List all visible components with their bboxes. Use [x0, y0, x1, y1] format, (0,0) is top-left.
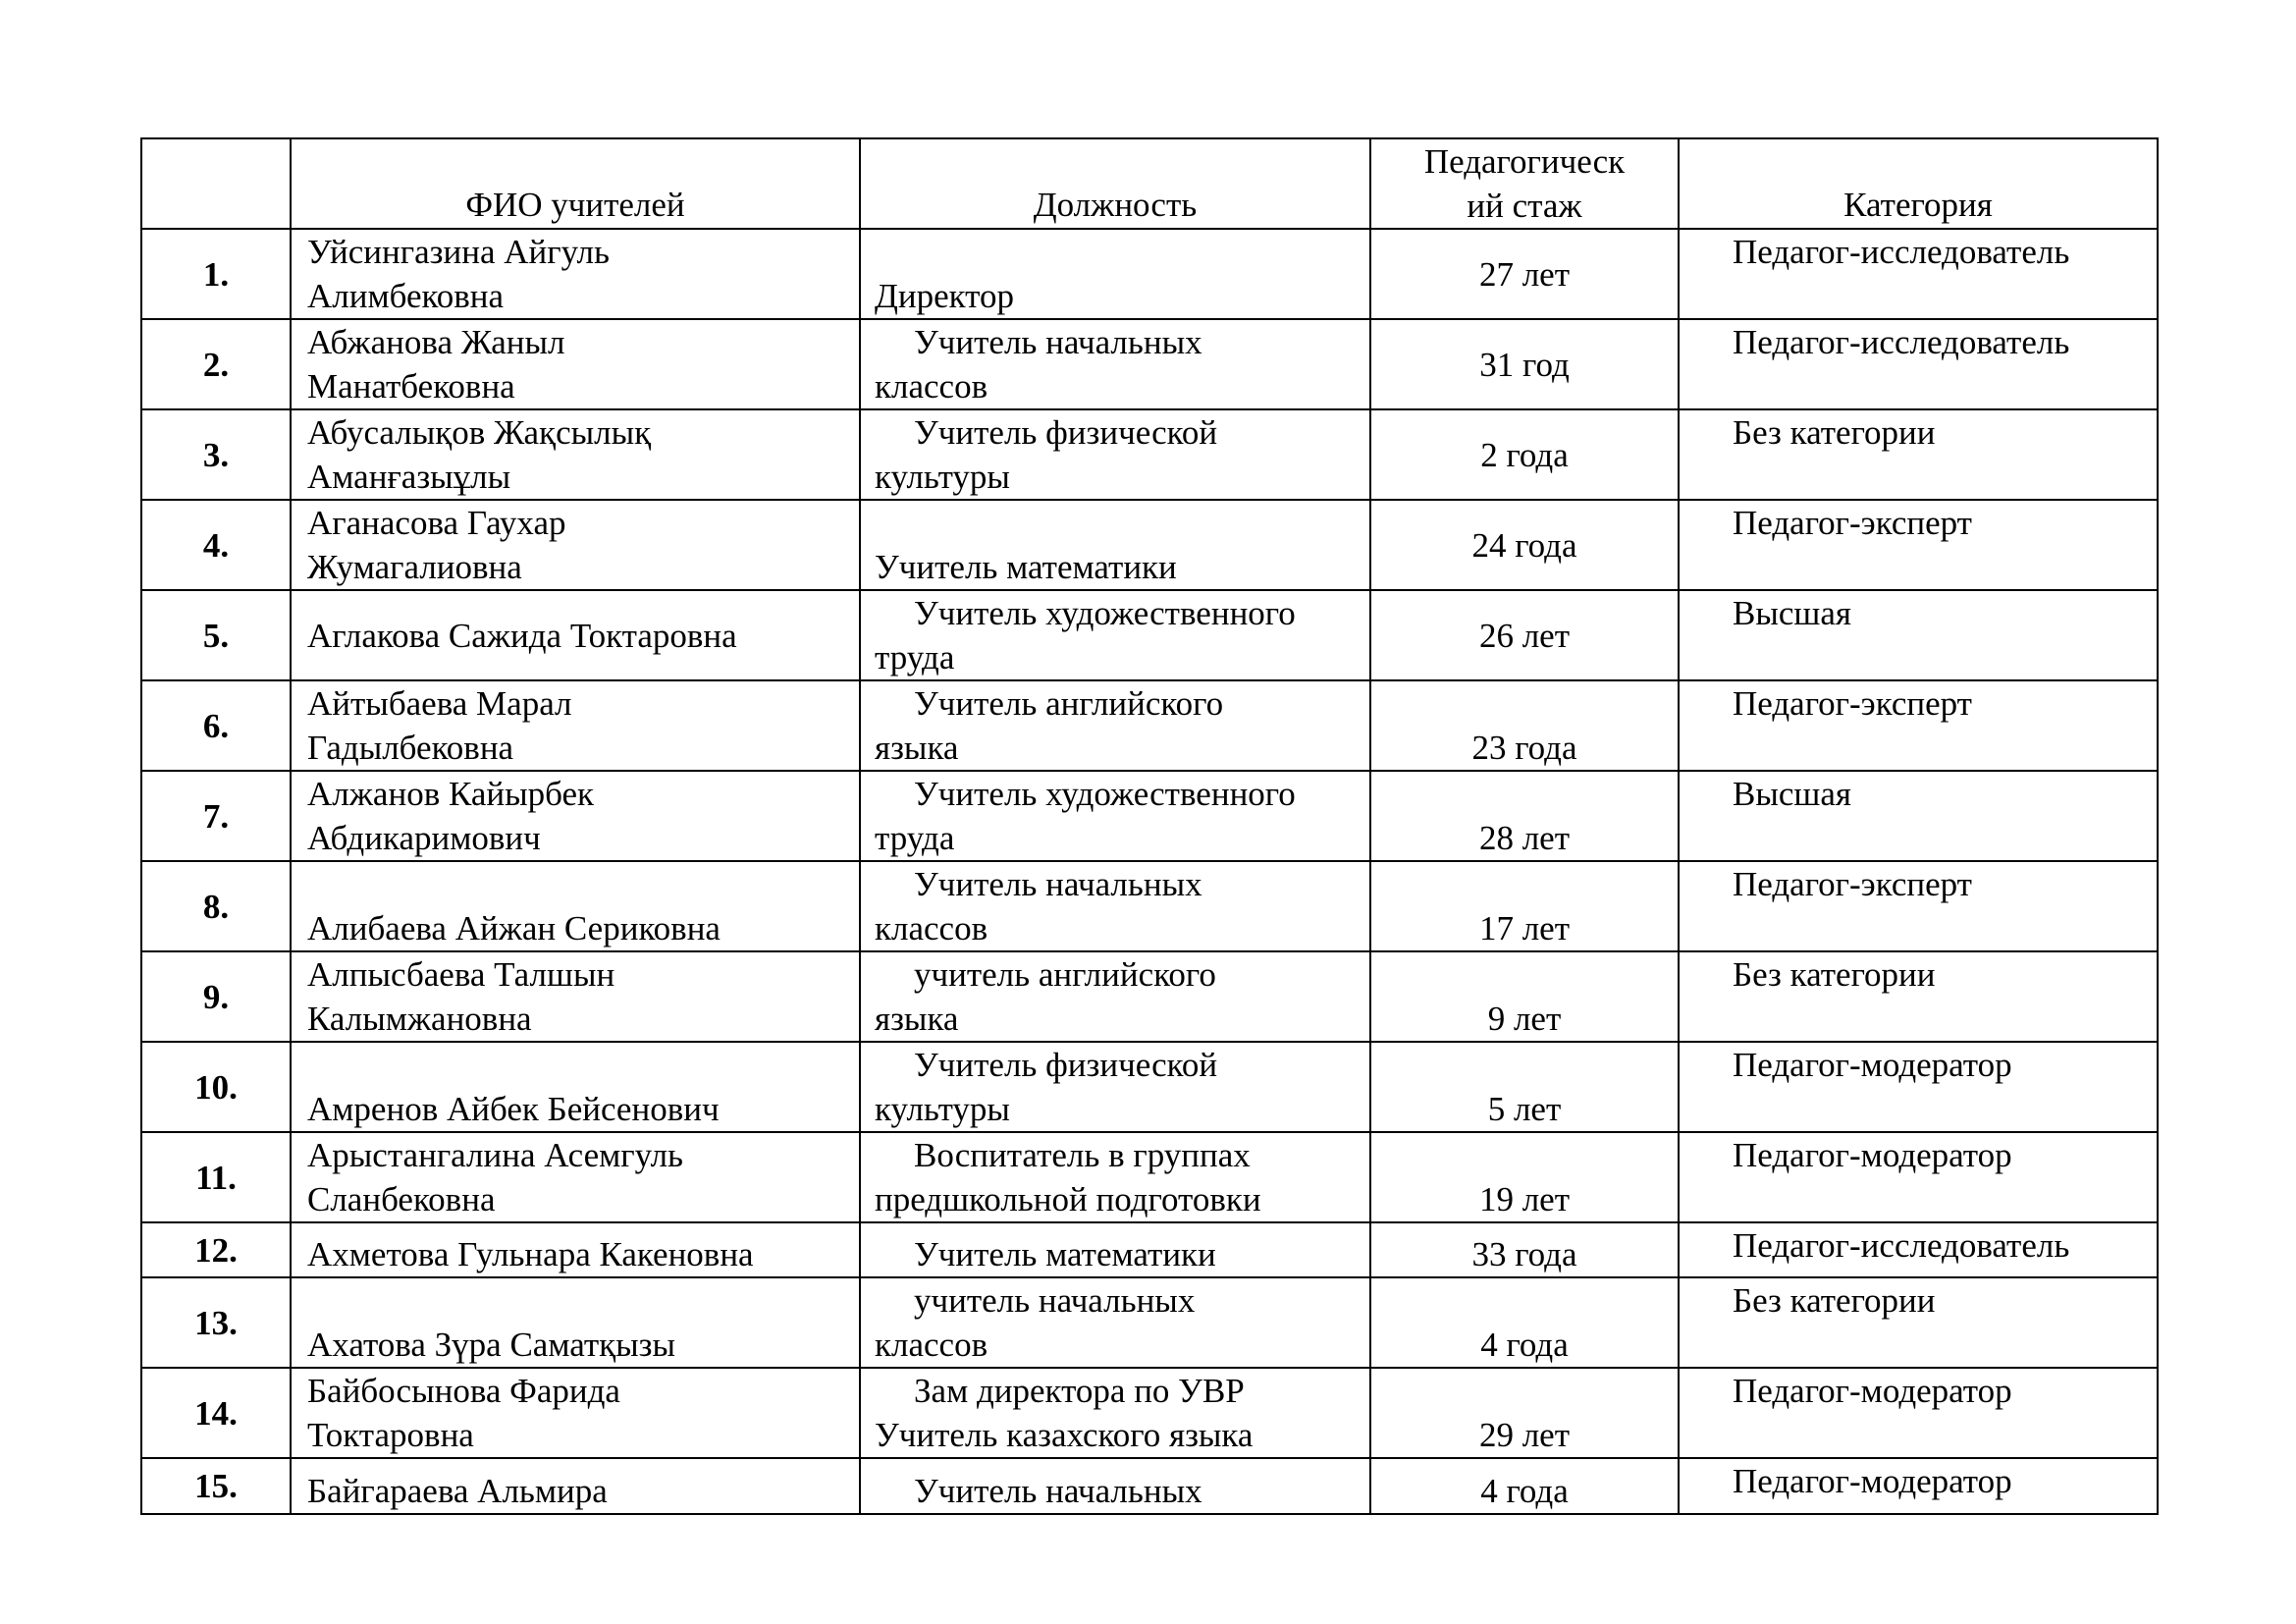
- teacher-name-line: Алимбековна: [307, 277, 505, 315]
- category-cell: Высшая: [1679, 771, 2158, 861]
- table-row: [141, 771, 2158, 861]
- table-row: [141, 861, 2158, 951]
- table-row: [141, 1458, 2158, 1514]
- category-cell: Без категории: [1679, 409, 2158, 500]
- experience-cell: 4 года: [1370, 1277, 1679, 1368]
- teacher-name-line: Алжанов Кайырбек: [307, 775, 595, 813]
- experience-cell: 33 года: [1370, 1222, 1679, 1277]
- teacher-name-line: Калымжановна: [307, 1000, 532, 1038]
- row-number: 6.: [141, 680, 291, 771]
- teacher-name-line: [307, 1043, 855, 1087]
- row-number: 7.: [141, 771, 291, 861]
- header-position: Должность: [860, 138, 1370, 229]
- teacher-name-cell: [291, 680, 860, 771]
- position-cell: [860, 1042, 1370, 1132]
- row-number: 2.: [141, 319, 291, 409]
- row-number: 14.: [141, 1368, 291, 1458]
- teacher-name-line: Алибаева Айжан Сериковна: [307, 909, 721, 947]
- position-cell: [860, 771, 1370, 861]
- teacher-name-line: Гадылбековна: [307, 729, 514, 767]
- category-cell: Педагог-исследователь: [1679, 1222, 2158, 1277]
- position-cell: [860, 1132, 1370, 1222]
- teacher-name-line: Аманғазыұлы: [307, 458, 511, 496]
- position-line: Учитель художественного: [914, 594, 1296, 632]
- teacher-name-cell: [291, 1042, 860, 1132]
- row-number: 11.: [141, 1132, 291, 1222]
- position-line: Учитель английского: [914, 684, 1224, 723]
- table-body: [141, 229, 2158, 1514]
- position-line: культуры: [875, 458, 1010, 496]
- table-row: [141, 1132, 2158, 1222]
- teacher-name-cell: [291, 1458, 860, 1514]
- row-number: 1.: [141, 229, 291, 319]
- position-line: Учитель художественного: [914, 775, 1296, 813]
- teacher-name-cell: [291, 1368, 860, 1458]
- teacher-name-cell: [291, 319, 860, 409]
- table-row: [141, 409, 2158, 500]
- position-line: труда: [875, 819, 955, 857]
- category-cell: Педагог-модератор: [1679, 1132, 2158, 1222]
- category-cell: Педагог-эксперт: [1679, 500, 2158, 590]
- experience-cell: 5 лет: [1370, 1042, 1679, 1132]
- position-cell: [860, 1222, 1370, 1277]
- position-line: Директор: [875, 277, 1015, 315]
- teacher-name-line: [307, 1278, 855, 1323]
- table-row: [141, 319, 2158, 409]
- position-cell: [860, 680, 1370, 771]
- position-line: Зам директора по УВР: [914, 1372, 1245, 1410]
- teacher-name-line: Амренов Айбек Бейсенович: [307, 1090, 720, 1128]
- position-line: культуры: [875, 1090, 1010, 1128]
- row-number: 4.: [141, 500, 291, 590]
- teacher-name-line: Айтыбаева Марал: [307, 684, 572, 723]
- position-line: труда: [875, 638, 955, 677]
- position-line: Учитель начальных: [914, 865, 1202, 903]
- position-cell: [860, 590, 1370, 680]
- table-row: [141, 500, 2158, 590]
- teacher-name-cell: [291, 1222, 860, 1277]
- position-line: классов: [875, 909, 988, 947]
- teacher-name-line: [307, 862, 855, 906]
- teacher-name-line: Абдикаримович: [307, 819, 541, 857]
- position-cell: [860, 409, 1370, 500]
- experience-cell: 9 лет: [1370, 951, 1679, 1042]
- teacher-name-cell: [291, 590, 860, 680]
- position-line: учитель английского: [914, 955, 1216, 994]
- position-line: языка: [875, 1000, 959, 1038]
- table-row: [141, 1222, 2158, 1277]
- category-cell: Без категории: [1679, 1277, 2158, 1368]
- position-cell: [860, 500, 1370, 590]
- position-line: учитель начальных: [914, 1281, 1196, 1320]
- teacher-name-cell: [291, 951, 860, 1042]
- table-row: [141, 1368, 2158, 1458]
- teacher-name-line: Ахатова Зүра Саматқызы: [307, 1326, 676, 1364]
- teacher-name-line: Токтаровна: [307, 1416, 474, 1454]
- teacher-name-line: Арыстангалина Асемгуль: [307, 1136, 684, 1174]
- position-line: Учитель математики: [914, 1235, 1216, 1273]
- experience-cell: 4 года: [1370, 1458, 1679, 1514]
- position-line: Учитель начальных: [914, 1472, 1202, 1510]
- position-cell: [860, 229, 1370, 319]
- table-row: [141, 951, 2158, 1042]
- category-cell: Педагог-эксперт: [1679, 861, 2158, 951]
- position-cell: [860, 1277, 1370, 1368]
- experience-cell: 28 лет: [1370, 771, 1679, 861]
- teacher-name-line: Алпысбаева Талшын: [307, 955, 615, 994]
- header-experience-line-1: Педагогическ: [1423, 142, 1626, 181]
- position-line: [875, 501, 1365, 545]
- experience-cell: 2 года: [1370, 409, 1679, 500]
- position-line: [875, 230, 1365, 274]
- category-cell: Педагог-эксперт: [1679, 680, 2158, 771]
- teacher-name-line: Абусалықов Жақсылық: [307, 413, 652, 452]
- category-cell: Педагог-модератор: [1679, 1368, 2158, 1458]
- position-cell: [860, 319, 1370, 409]
- position-line: Учитель физической: [914, 413, 1218, 452]
- teacher-name-line: Аглакова Сажида Токтаровна: [307, 616, 737, 655]
- row-number: 10.: [141, 1042, 291, 1132]
- row-number: 13.: [141, 1277, 291, 1368]
- table-row: [141, 680, 2158, 771]
- teacher-name-cell: [291, 1277, 860, 1368]
- category-cell: Без категории: [1679, 951, 2158, 1042]
- experience-cell: 24 года: [1370, 500, 1679, 590]
- category-cell: Педагог-модератор: [1679, 1042, 2158, 1132]
- position-cell: [860, 861, 1370, 951]
- position-cell: [860, 951, 1370, 1042]
- teacher-name-line: Жумагалиовна: [307, 548, 522, 586]
- position-line: классов: [875, 367, 988, 406]
- teacher-name-line: Байбосынова Фарида: [307, 1372, 620, 1410]
- teacher-name-line: Аганасова Гаухар: [307, 504, 566, 542]
- teachers-table: [140, 137, 2159, 1515]
- table-row: [141, 1277, 2158, 1368]
- teacher-name-line: Манатбековна: [307, 367, 515, 406]
- experience-cell: 17 лет: [1370, 861, 1679, 951]
- experience-cell: 27 лет: [1370, 229, 1679, 319]
- row-number: 12.: [141, 1222, 291, 1277]
- position-cell: [860, 1458, 1370, 1514]
- teacher-name-line: Ахметова Гульнара Какеновна: [307, 1235, 754, 1273]
- row-number: 8.: [141, 861, 291, 951]
- header-experience-line-2: ий стаж: [1467, 187, 1582, 225]
- row-number: 15.: [141, 1458, 291, 1514]
- teacher-name-cell: [291, 861, 860, 951]
- position-line: языка: [875, 729, 959, 767]
- position-line: Учитель физической: [914, 1046, 1218, 1084]
- header-name: ФИО учителей: [291, 138, 860, 229]
- header-number: [141, 138, 291, 229]
- position-cell: [860, 1368, 1370, 1458]
- row-number: 9.: [141, 951, 291, 1042]
- table-row: [141, 229, 2158, 319]
- position-line: классов: [875, 1326, 988, 1364]
- category-cell: Педагог-модератор: [1679, 1458, 2158, 1514]
- category-cell: Педагог-исследователь: [1679, 319, 2158, 409]
- position-line: предшкольной подготовки: [875, 1180, 1261, 1218]
- position-line: Воспитатель в группах: [914, 1136, 1251, 1174]
- header-category: Категория: [1679, 138, 2158, 229]
- category-cell: Высшая: [1679, 590, 2158, 680]
- row-number: 3.: [141, 409, 291, 500]
- experience-cell: 19 лет: [1370, 1132, 1679, 1222]
- teacher-name-cell: [291, 500, 860, 590]
- teacher-name-line: Байгараева Альмира: [307, 1472, 608, 1510]
- teacher-name-cell: [291, 409, 860, 500]
- experience-cell: 31 год: [1370, 319, 1679, 409]
- experience-cell: 26 лет: [1370, 590, 1679, 680]
- experience-cell: 29 лет: [1370, 1368, 1679, 1458]
- teacher-name-line: Абжанова Жаныл: [307, 323, 565, 361]
- teacher-name-cell: [291, 229, 860, 319]
- table-row: [141, 590, 2158, 680]
- teacher-name-line: Сланбековна: [307, 1180, 496, 1218]
- table-header-row: [141, 138, 2158, 229]
- row-number: 5.: [141, 590, 291, 680]
- position-line: Учитель математики: [875, 548, 1177, 586]
- position-line: Учитель начальных: [914, 323, 1202, 361]
- teacher-name-cell: [291, 771, 860, 861]
- table-row: [141, 1042, 2158, 1132]
- position-line: Учитель казахского языка: [875, 1416, 1254, 1454]
- header-experience: [1370, 138, 1679, 229]
- experience-cell: 23 года: [1370, 680, 1679, 771]
- category-cell: Педагог-исследователь: [1679, 229, 2158, 319]
- teacher-name-cell: [291, 1132, 860, 1222]
- teacher-name-line: Уйсингазина Айгуль: [307, 233, 610, 271]
